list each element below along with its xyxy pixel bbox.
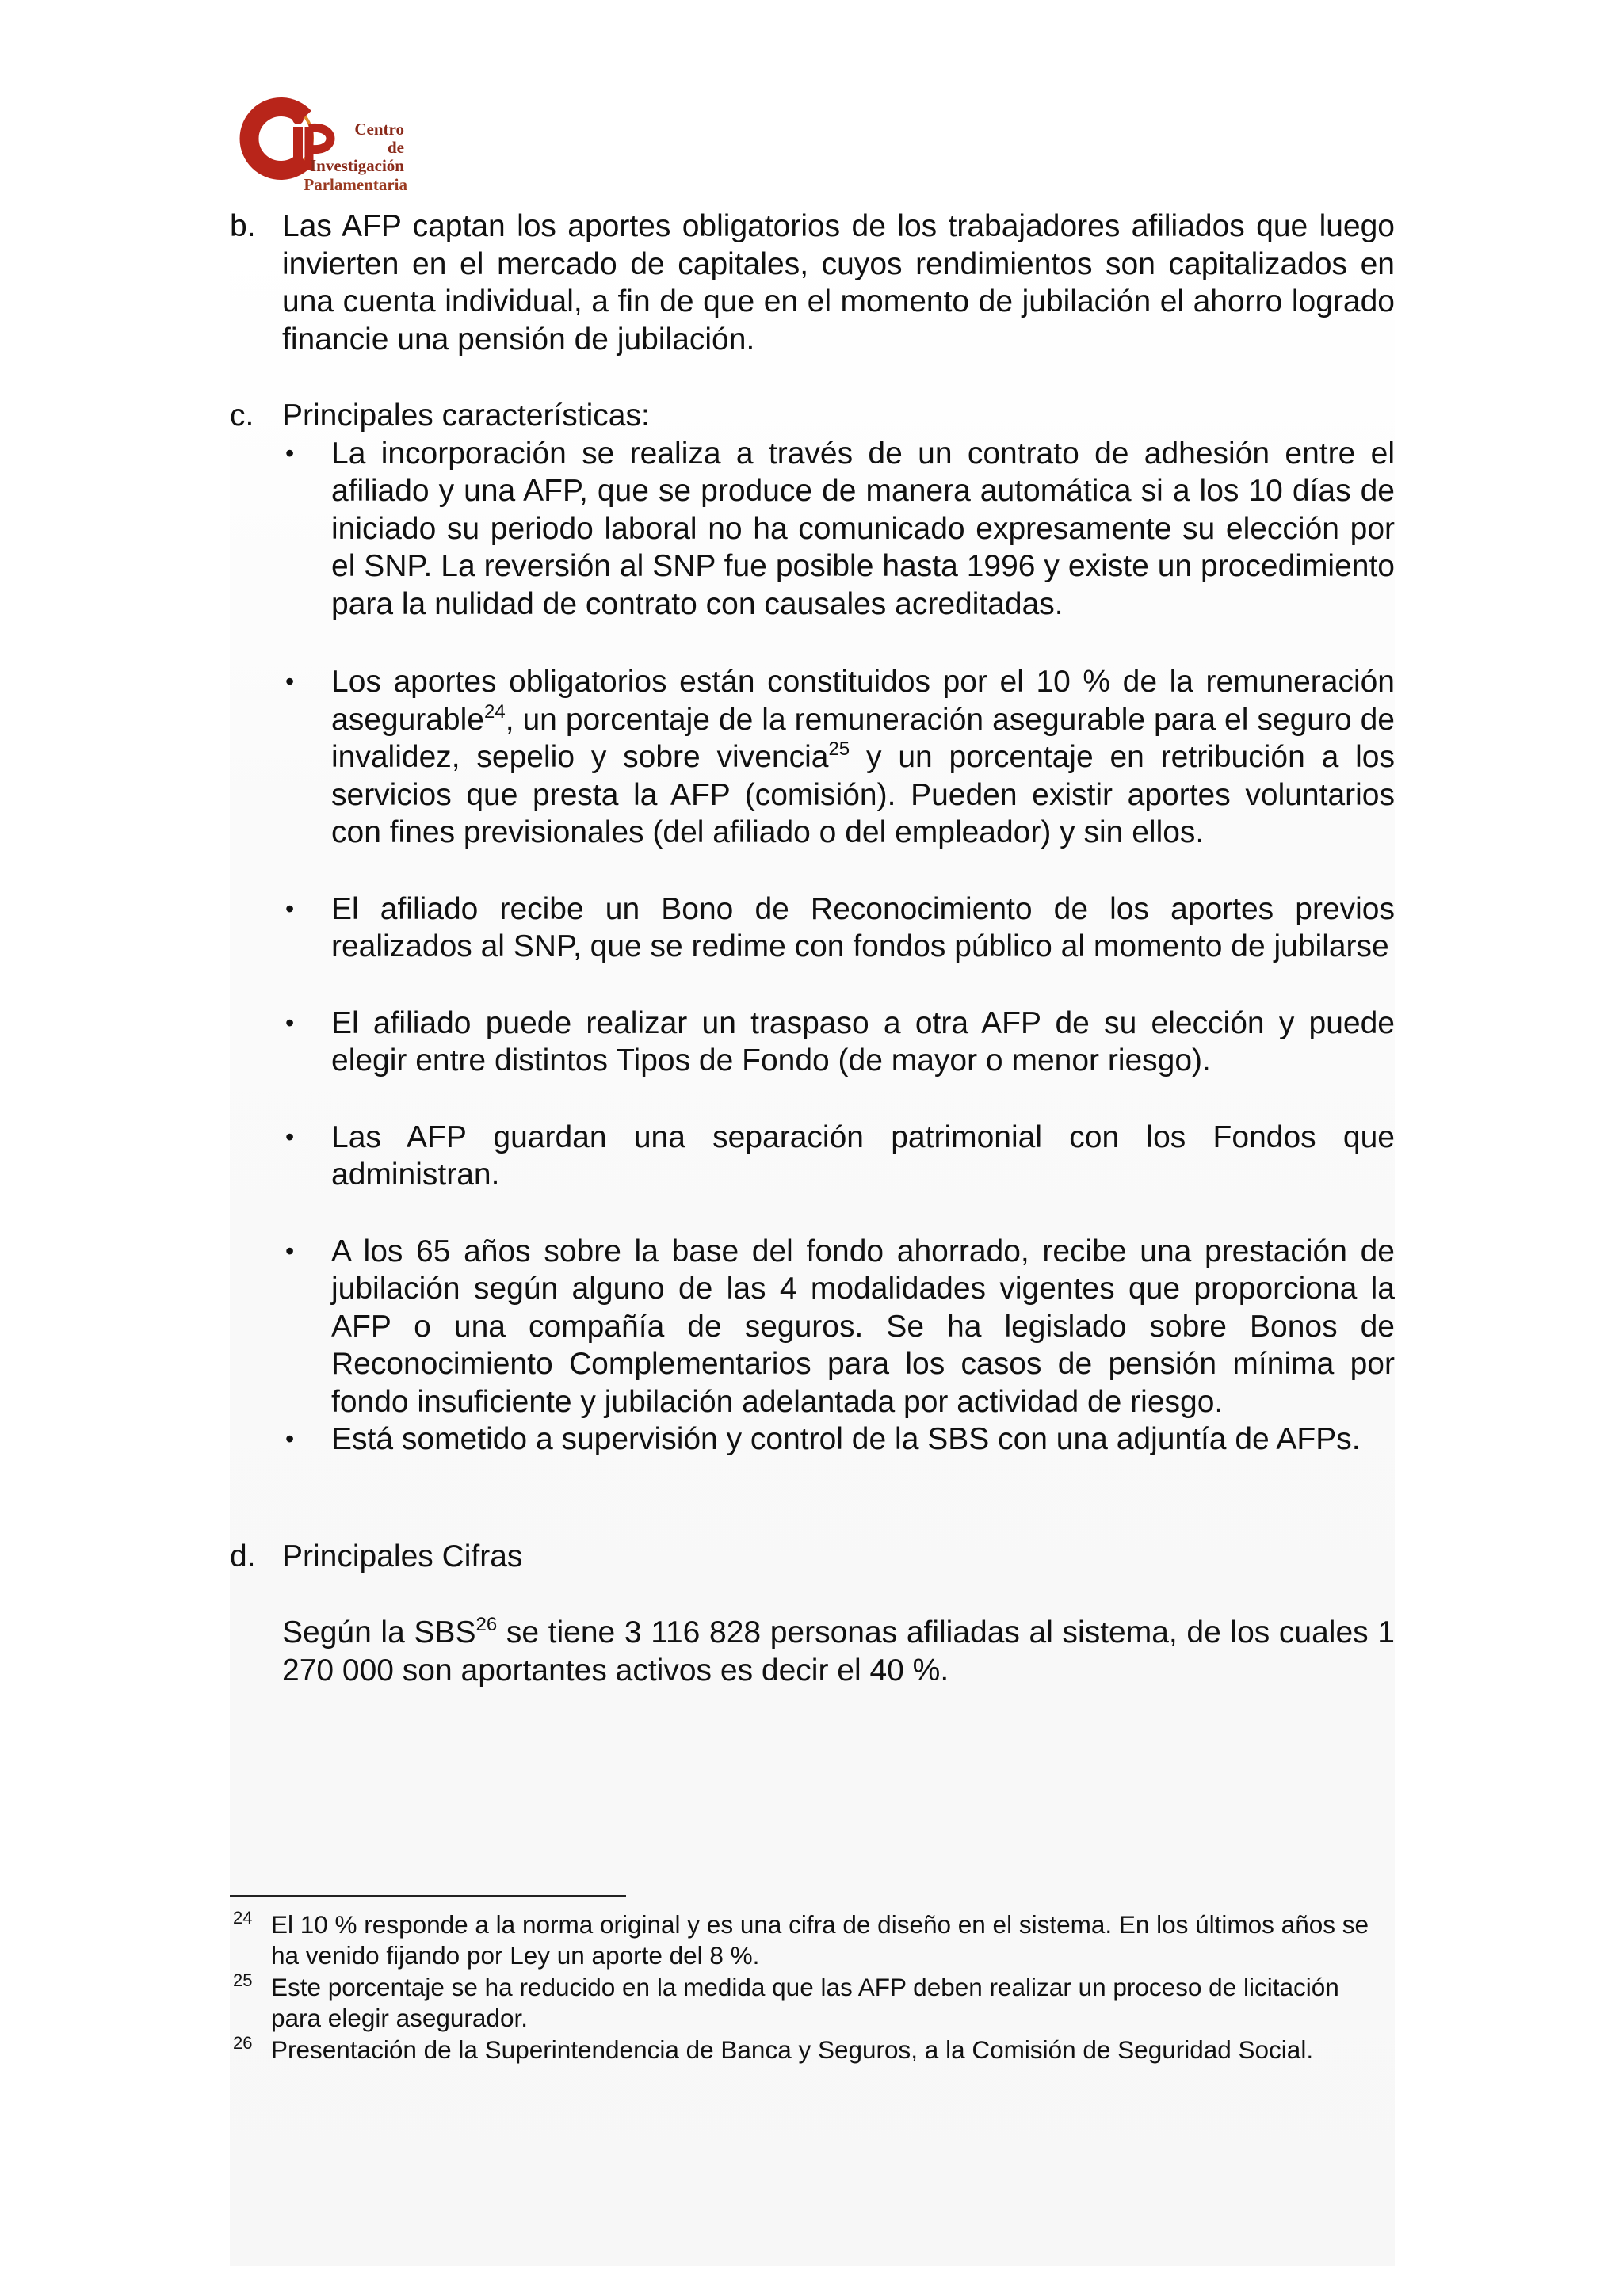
list-item <box>282 1233 1395 1421</box>
section-c-marker: c. <box>230 399 254 433</box>
section-d-heading: Principales Cifras <box>282 1539 523 1573</box>
bullet-text: Las AFP guardan una separación patrimonial con los Fondos que administran. <box>331 1119 1395 1192</box>
logo-line-de: de <box>388 138 404 157</box>
bullet-text-part3: y un porcentaje en retribución a los servicios que presta la AFP (comisión). Pueden existir aportes voluntarios con fines previsionales (del afiliado o del empleador) y sin ellos. <box>331 740 1395 849</box>
footnote-number: 26 <box>233 2033 253 2053</box>
bullet-icon: • <box>285 438 295 467</box>
characteristics-list <box>282 435 1395 1459</box>
bullet-text: Está sometido a supervisión y control de la SBS con una adjuntía de AFPs. <box>331 1422 1361 1456</box>
section-d-text-part2: se tiene 3 116 828 personas afiliadas al sistema, de los cuales 1 270 000 son aportantes activos es decir el 40 %. <box>282 1615 1395 1688</box>
logo-mark-text: CIP <box>270 139 285 148</box>
section-d-marker: d. <box>230 1539 256 1573</box>
section-d-text <box>282 1614 1395 1689</box>
list-item <box>282 435 1395 624</box>
section-b-marker: b. <box>230 209 256 243</box>
footnote-ref-24[interactable]: 24 <box>483 700 506 723</box>
list-item <box>282 663 1395 852</box>
document-body <box>230 208 1395 1689</box>
footnote-25 <box>230 1972 1395 2033</box>
logo-line-centro: Centro <box>354 120 404 139</box>
footnote-text: Presentación de la Superintendencia de Banca y Seguros, a la Comisión de Seguridad Social. <box>271 2035 1314 2064</box>
bullet-text: El afiliado recibe un Bono de Reconocimiento de los aportes previos realizados al SNP, que se redime con fondos público al momento de jubilarse <box>331 891 1395 963</box>
bullet-icon: • <box>285 1425 295 1453</box>
footnote-text: El 10 % responde a la norma original y es una cifra de diseño en el sistema. En los últimos años se ha venido fijando por Ley un aporte del 8 %. <box>271 1910 1369 1970</box>
bullet-icon: • <box>285 1122 295 1151</box>
bullet-text: A los 65 años sobre la base del fondo ahorrado, recibe una prestación de jubilación según alguno de las 4 modalidades vigentes que proporciona la AFP o una compañía de seguros. Se ha legislado sobre Bonos de Reconocimiento Complementarios para los casos de pensión mínima por fondo insuficiente y jubilación adelantada por actividad de riesgo. <box>331 1234 1395 1419</box>
footnote-ref-26[interactable]: 26 <box>475 1614 498 1635</box>
bullet-text-part1: Los aportes obligatorios están constituidos por el 10 % de la remuneración asegurable <box>331 665 1395 737</box>
section-b-text: Las AFP captan los aportes obligatorios de los trabajadores afiliados que luego invierten en el mercado de capitales, cuyos rendimientos son capitalizados en una cuenta individual, a fin de que en el momento de jubilación el ahorro logrado financie una pensión de jubilación. <box>282 209 1395 357</box>
bullet-text-part2: , un porcentaje de la remuneración asegurable para el seguro de invalidez, sepelio y sobre vivencia <box>331 702 1395 774</box>
footnote-number: 25 <box>233 1970 253 1990</box>
footnote-ref-25[interactable]: 25 <box>828 738 850 760</box>
bullet-icon: • <box>285 1236 295 1265</box>
logo-line-parlamentaria: Parlamentaria <box>304 175 407 194</box>
bullet-icon: • <box>285 894 295 923</box>
bullet-text: La incorporación se realiza a través de un contrato de adhesión entre el afiliado y una AFP, que se produce de manera automática si a los 10 días de iniciado su periodo laboral no ha comunicado expresamente su elección por el SNP. La reversión al SNP fue posible hasta 1996 y existe un procedimiento para la nulidad de contrato con causales acreditadas. <box>331 436 1395 621</box>
section-d-text-part1: Según la SBS <box>282 1615 476 1650</box>
section-b <box>230 208 1395 358</box>
section-d <box>230 1538 1395 1690</box>
logo-line-investigacion: Investigación <box>309 156 404 175</box>
footnotes <box>230 1895 1395 2067</box>
footnote-text: Este porcentaje se ha reducido en la medida que las AFP deben realizar un proceso de licitación para elegir asegurador. <box>271 1973 1339 2032</box>
bullet-text: El afiliado puede realizar un traspaso a otra AFP de su elección y puede elegir entre distintos Tipos de Fondo (de mayor o menor riesgo). <box>331 1005 1395 1077</box>
footnote-24 <box>230 1909 1395 1970</box>
bullet-icon: • <box>285 667 295 696</box>
list-item <box>282 1119 1395 1194</box>
list-item <box>282 1421 1395 1459</box>
bullet-icon: • <box>285 1008 295 1037</box>
list-item <box>282 891 1395 966</box>
footnote-separator <box>230 1895 626 1897</box>
cip-logo <box>236 97 418 200</box>
list-item <box>282 1005 1395 1080</box>
footnote-26 <box>230 2035 1395 2065</box>
footnote-number: 24 <box>233 1908 253 1928</box>
section-c-heading: Principales características: <box>282 399 650 433</box>
section-c <box>230 397 1395 1459</box>
